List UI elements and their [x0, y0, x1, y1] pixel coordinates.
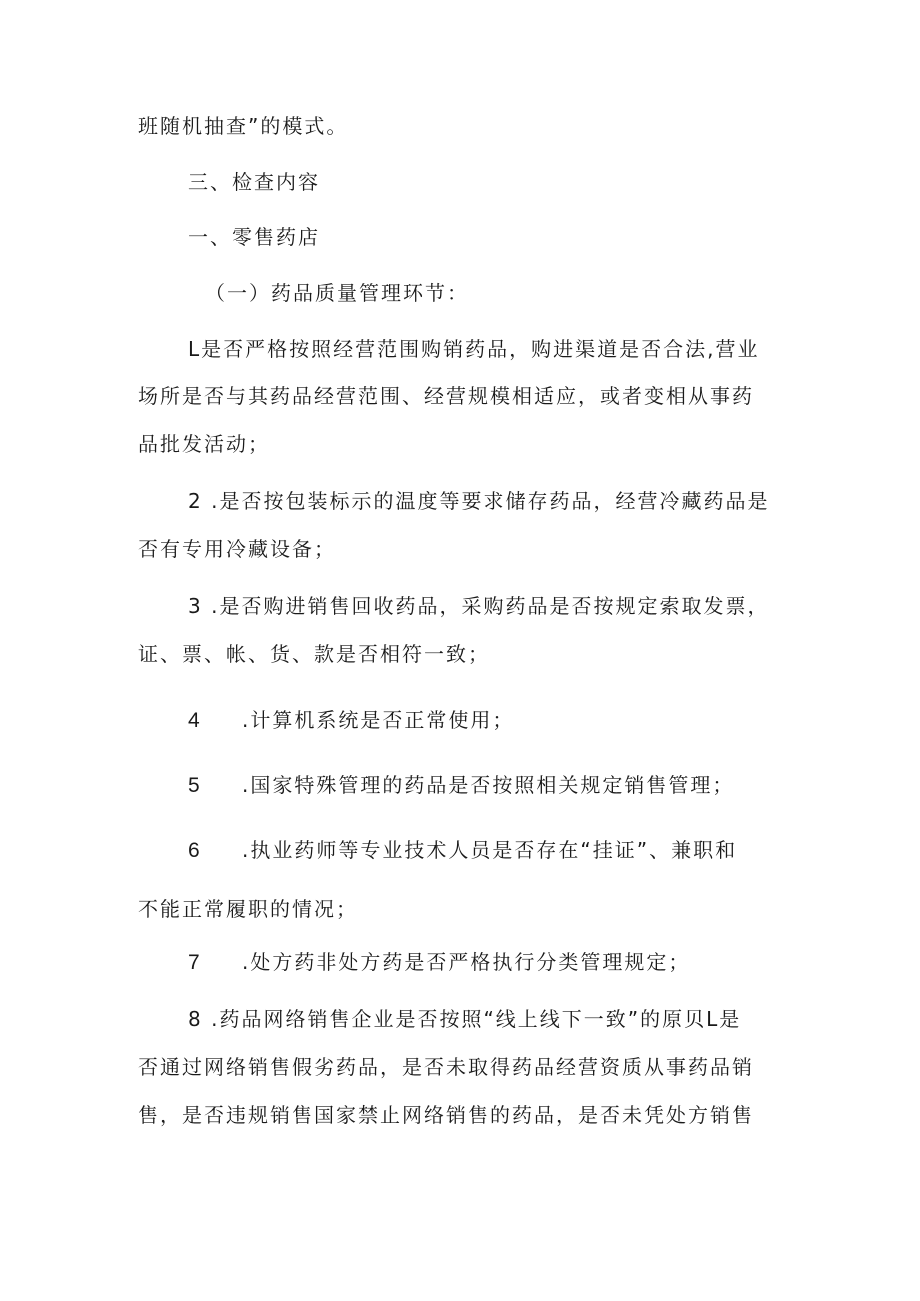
subsubsection-heading: （一）药品质量管理环节：: [205, 281, 469, 305]
item-3-line-2: 证、票、帐、货、款是否相符一致；: [138, 642, 490, 666]
item-6-number: 6: [188, 839, 202, 862]
item-7-text: .处方药非处方药是否严格执行分类管理规定；: [242, 950, 691, 974]
item-8-line-2: 否通过网络销售假劣药品，是否未取得药品经营资质从事药品销: [138, 1055, 754, 1079]
paragraph-line: 班随机抽查”的模式。: [138, 114, 349, 138]
item-5-text: .国家特殊管理的药品是否按照相关规定销售管理；: [242, 773, 735, 797]
item-5-line: [188, 773, 848, 798]
item-6-line-2: 不能正常履职的情况；: [138, 897, 358, 921]
item-8-line-1: 8 .药品网络销售企业是否按照“线上线下一致”的原贝L是: [188, 1007, 742, 1031]
item-2-line-1: 2 .是否按包装标示的温度等要求储存药品，经营冷藏药品是: [188, 489, 770, 513]
section-heading: 三、检查内容: [188, 170, 320, 194]
item-2-line-2: 否有专用冷藏设备；: [138, 537, 336, 561]
item-1-line-1: L是否严格按照经营范围购销药品，购进渠道是否合法,营业: [188, 337, 760, 361]
item-1-line-2: 场所是否与其药品经营范围、经营规模相适应，或者变相从事药: [138, 384, 754, 408]
item-3-line-1: 3 .是否购进销售回收药品，采购药品是否按规定索取发票，: [188, 594, 770, 618]
item-1-line-3: 品批发活动；: [138, 432, 270, 456]
item-4-line: [188, 708, 848, 733]
item-7-line: [188, 950, 848, 975]
item-6-text: .执业药师等专业技术人员是否存在“挂证”、兼职和: [242, 838, 738, 862]
item-5-number: 5: [188, 774, 202, 797]
item-6-line-1: [188, 838, 848, 863]
item-7-number: 7: [188, 951, 202, 974]
item-4-number: 4: [188, 709, 202, 732]
item-8-line-3: 售，是否违规销售国家禁止网络销售的药品，是否未凭处方销售: [138, 1103, 754, 1127]
item-4-text: .计算机系统是否正常使用；: [242, 708, 515, 732]
subsection-heading: 一、零售药店: [188, 225, 320, 249]
